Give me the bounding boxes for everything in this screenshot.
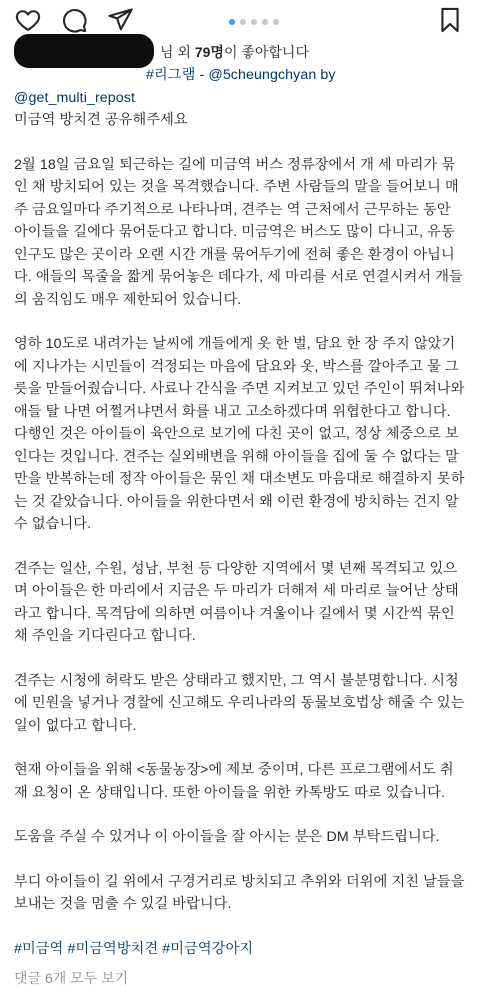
carousel-dot	[229, 19, 235, 25]
caption-paragraph: 견주는 일산, 수원, 성남, 부천 등 다양한 지역에서 몇 년째 목격되고 있으며 아이들은 한 마리에서 지금은 두 마리가 더해져 세 마리로 늘어난 상태라고 합니다. 목격담에 의하면 여름이나 겨울이나 길에서 몇 시간씩 묶인 채 주인을 기다린다고 합니다.	[14, 560, 459, 644]
repost-credit[interactable]: - @5cheungchyan by	[195, 67, 336, 83]
caption-paragraph: 도움을 주실 수 있거나 이 아이들을 잘 아시는 분은 DM 부탁드립니다.	[14, 829, 440, 845]
view-all-comments-link[interactable]: 댓글 6개 모두 보기	[14, 970, 129, 986]
carousel-dot	[240, 19, 246, 25]
paper-plane-icon[interactable]	[106, 6, 134, 34]
likes-suffix: 이 좋아합니다	[223, 44, 309, 60]
likes-count[interactable]: 79명	[194, 44, 224, 60]
caption-hashtags[interactable]: #미금역 #미금역방치견 #미금역강아지	[14, 940, 254, 957]
post-caption	[0, 64, 480, 960]
carousel-dot	[251, 19, 257, 25]
caption-paragraph: 견주는 시청에 허락도 받은 상태라고 했지만, 그 역시 불분명합니다. 시청에 민원을 넣거나 경찰에 신고해도 우리나라의 동물보호법상 해줄 수 있는 일이 없다고 합니다.	[14, 672, 465, 734]
caption-paragraph: 2월 18일 금요일 퇴근하는 길에 미금역 버스 정류장에서 개 세 마리가 묶인 채 방치되어 있는 것을 목격했습니다. 주변 사람들의 말을 들어보니 매주 금요일마다 주기적으로 나타나며, 견주는 역 근처에서 근무하는 동안 아이들을 길에다 묶어둔다고 합니다. 미금역은 버스도 많이 다니고, 유동인구도 많은 곳이라 오랜 시간 개를 묶어두기에 전혀 좋은 환경이 아닙니다. 애들의 목줄을 짧게 묶어놓은 데다가, 세 마리를 서로 연결시켜서 개들의 움직임도 매우 제한되어 있습니다.	[14, 156, 463, 308]
carousel-dot	[273, 19, 279, 25]
like-summary[interactable]	[0, 40, 480, 64]
caption-title: 미금역 방치견 공유해주세요	[14, 112, 188, 128]
carousel-indicator	[229, 19, 279, 25]
caption-paragraph: 부디 아이들이 길 위에서 구경거리로 방치되고 추위와 더위에 지친 날들을 보내는 것을 멈출 수 있길 바랍니다.	[14, 873, 465, 912]
redacted-username	[14, 34, 154, 68]
caption-paragraph: 현재 아이들을 위해 <동물농장>에 제보 중이며, 다른 프로그램에서도 취재 요청이 온 상태입니다. 또한 아이들을 위한 카톡방도 따로 있습니다.	[14, 762, 454, 801]
comment-icon[interactable]	[60, 6, 88, 34]
bookmark-icon[interactable]	[436, 6, 464, 34]
caption-paragraph: 영하 10도로 내려가는 날씨에 개들에게 옷 한 벌, 담요 한 장 주지 않았기에 지나가는 시민들이 걱정되는 마음에 담요와 옷, 박스를 깔아주고 물 그릇을 만들어줬습니다. 사료나 간식을 주면 지켜보고 있던 주인이 뛰쳐나와 애들 탈 나면 어쩔거냐면서 화를 내고 고소하겠다며 위협한다고 합니다. 다행인 것은 아이들이 육안으로 보기에 다친 곳이 없고, 정상 체중으로 보인다는 것입니다. 견주는 실외배변을 위해 아이들을 집에 둘 수 없다는 말만을 반복하는데 정작 아이들은 묶인 채 대소변도 마음대로 해결하지 못하는 것 같았습니다. 아이들을 위한다면서 왜 이런 환경에 방치하는 건지 알 수 없습니다.	[14, 336, 465, 532]
likes-prefix: 님 외	[160, 44, 195, 60]
carousel-dot	[262, 19, 268, 25]
repost-source[interactable]: @get_multi_repost	[14, 89, 135, 106]
heart-icon[interactable]	[14, 6, 42, 34]
repost-hashtag[interactable]: #리그램	[146, 67, 196, 83]
